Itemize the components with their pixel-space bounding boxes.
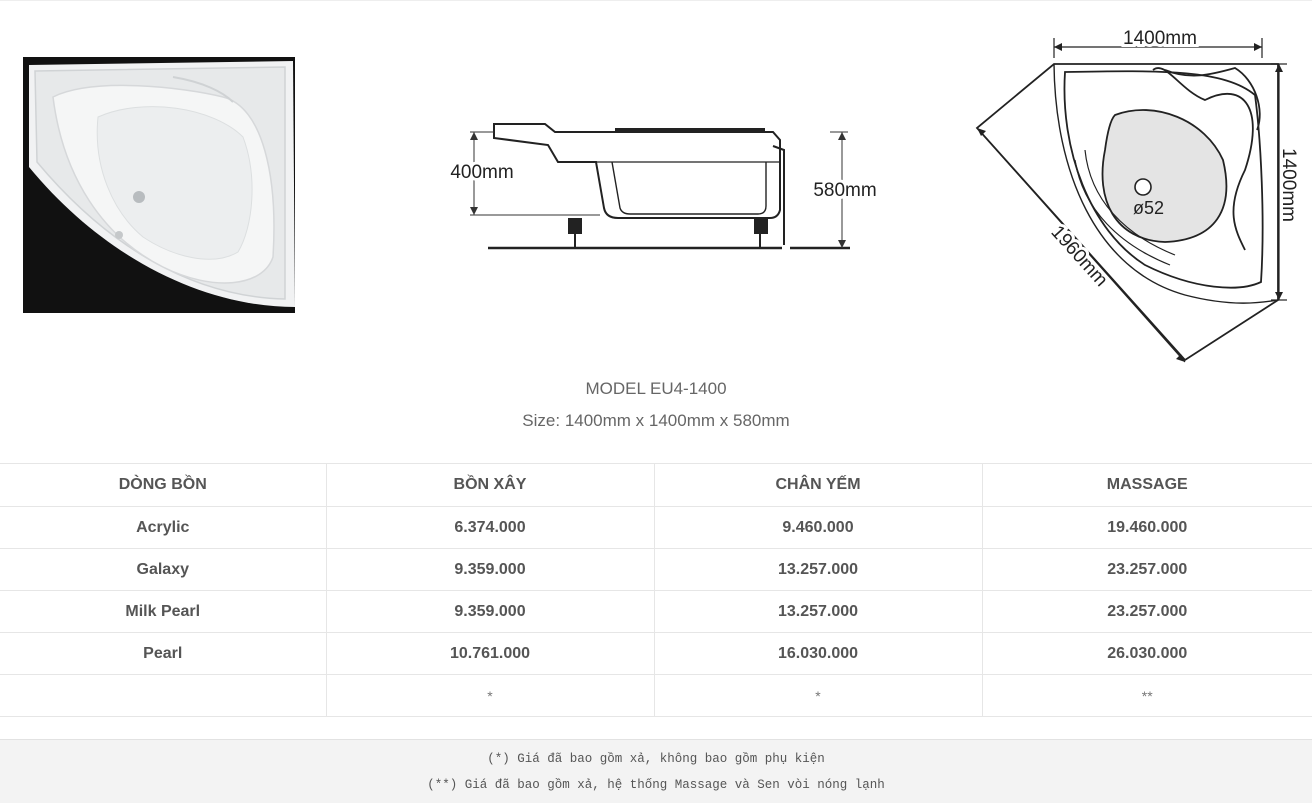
table-row (0, 591, 1312, 633)
price-cell: 9.359.000 (326, 549, 654, 591)
bathtub-photo (23, 57, 295, 313)
header-built-in: BỒN XÂY (326, 464, 654, 507)
row-line-name: Acrylic (0, 507, 326, 549)
price-cell: 10.761.000 (326, 633, 654, 675)
price-cell: 16.030.000 (654, 633, 982, 675)
row-line-name: Galaxy (0, 549, 326, 591)
footnote-marker: ** (982, 675, 1312, 717)
header-apron: CHÂN YẾM (654, 464, 982, 507)
price-cell: 13.257.000 (654, 591, 982, 633)
diagonal-label: 1960mm (1046, 221, 1112, 291)
price-table (0, 463, 1312, 717)
footnote-marker: * (326, 675, 654, 717)
price-cell: 23.257.000 (982, 549, 1312, 591)
table-row (0, 633, 1312, 675)
model-size: Size: 1400mm x 1400mm x 580mm (522, 411, 790, 430)
footnote-marker: * (654, 675, 982, 717)
table-row-footnote-markers (0, 675, 1312, 717)
price-cell: 9.460.000 (654, 507, 982, 549)
header-line: DÒNG BỒN (0, 464, 326, 507)
note-double-star: (**) Giá đã bao gồm xả, hệ thống Massage và Sen vòi nóng lạnh (427, 778, 885, 792)
price-cell: 13.257.000 (654, 549, 982, 591)
model-info (0, 376, 1312, 434)
drain-label: ø52 (1133, 198, 1165, 218)
note-single-star: (*) Giá đã bao gồm xả, không bao gồm phụ kiện (487, 752, 825, 766)
row-line-name: Pearl (0, 633, 326, 675)
price-cell: 23.257.000 (982, 591, 1312, 633)
side-view-diagram (440, 110, 890, 260)
empty-cell (0, 675, 326, 717)
price-cell: 19.460.000 (982, 507, 1312, 549)
row-line-name: Milk Pearl (0, 591, 326, 633)
table-row (0, 549, 1312, 591)
price-cell: 26.030.000 (982, 633, 1312, 675)
total-height-label: 580mm (813, 180, 877, 201)
price-cell: 6.374.000 (326, 507, 654, 549)
price-cell: 9.359.000 (326, 591, 654, 633)
top-view-diagram (965, 20, 1305, 370)
top-divider (0, 0, 1312, 1)
table-header-row (0, 464, 1312, 507)
price-notes (0, 739, 1312, 803)
depth-label: 1400mm (1278, 148, 1299, 222)
header-massage: MASSAGE (982, 464, 1312, 507)
width-label: 1400mm (1123, 28, 1197, 49)
inner-height-label: 400mm (450, 162, 514, 183)
model-title: MODEL EU4-1400 (585, 379, 727, 398)
table-row (0, 507, 1312, 549)
